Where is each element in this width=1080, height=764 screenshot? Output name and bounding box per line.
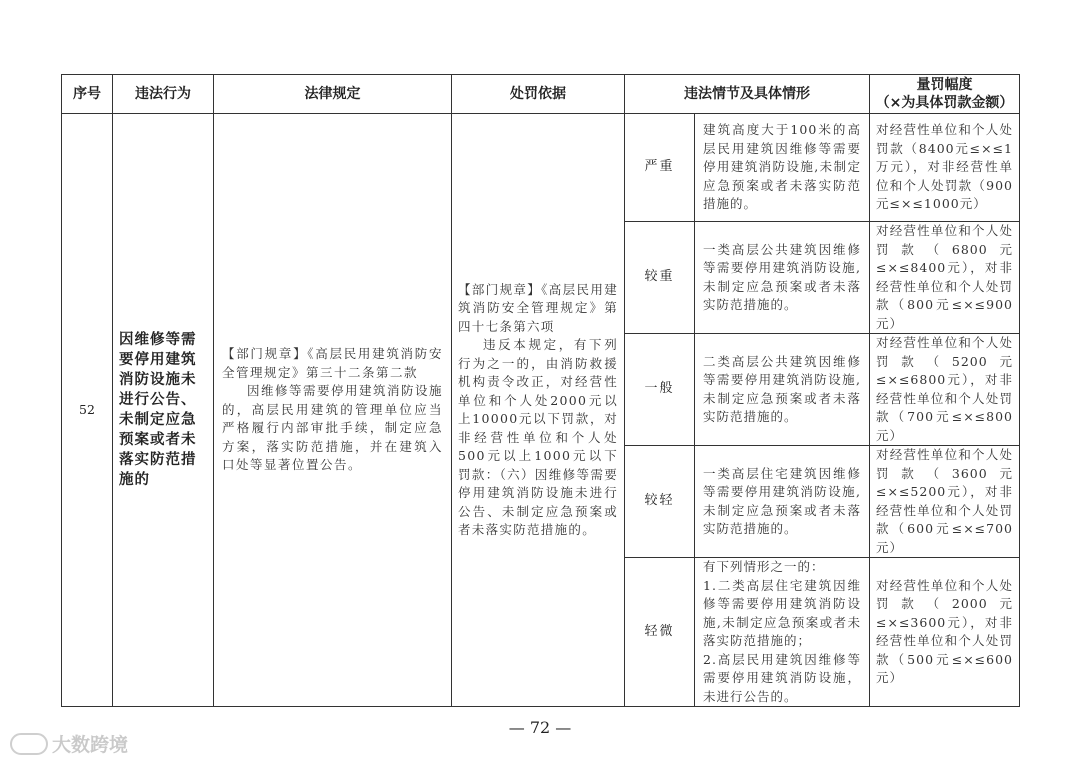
header-act: 违法行为 (113, 75, 214, 114)
level-description: 一类高层住宅建筑因维修等需要停用建筑消防设施,未制定应急预案或者未落实防范措施的。 (695, 446, 870, 558)
level-label: 一般 (625, 334, 695, 446)
basis-title: 【部门规章】《高层民用建筑消防安全管理规定》第四十七条第六项 (458, 281, 618, 334)
header-situation: 违法情节及具体情形 (625, 75, 870, 114)
penalty-range: 对经营性单位和个人处罚款（5200元≤×≤6800元），对非经营性单位和个人处罚款（700元≤×≤800元） (870, 334, 1020, 446)
penalty-range: 对经营性单位和个人处罚款（6800元≤×≤8400元），对非经营性单位和个人处罚款（800元≤×≤900元） (870, 222, 1020, 334)
page-number: — 72 — (508, 718, 572, 737)
watermark (10, 730, 128, 757)
header-penalty-line2: （×为具体罚款金额） (875, 95, 1014, 111)
law-title: 【部门规章】《高层民用建筑消防安全管理规定》第三十二条第二款 (222, 346, 443, 380)
penalty-range: 对经营性单位和个人处罚款（8400元≤×≤1万元），对非经营性单位和个人处罚款（900元≤×≤1000元） (870, 114, 1020, 222)
penalty-range: 对经营性单位和个人处罚款（2000元≤×≤3600元），对非经营性单位和个人处罚款（500元≤×≤600元） (870, 558, 1020, 707)
level-description: 二类高层公共建筑因维修等需要停用建筑消防设施,未制定应急预案或者未落实防范措施的。 (695, 334, 870, 446)
level-description: 建筑高度大于100米的高层民用建筑因维修等需要停用建筑消防设施,未制定应急预案或者未落实防范措施的。 (695, 114, 870, 222)
penalty-table (61, 74, 1020, 707)
violation-act: 因维修等需要停用建筑消防设施未进行公告、未制定应急预案或者未落实防范措施的 (113, 114, 214, 707)
penalty-range: 对经营性单位和个人处罚款（3600元≤×≤5200元），对非经营性单位和个人处罚款（600元≤×≤700元） (870, 446, 1020, 558)
header-no: 序号 (62, 75, 113, 114)
desc-intro: 有下列情形之一的： (703, 559, 825, 574)
header-penalty-line1: 量罚幅度 (916, 77, 973, 93)
law-body: 因维修等需要停用建筑消防设施的，高层民用建筑的管理单位应当严格履行内部审批手续，制定应急方案，落实防范措施，并在建筑入口处等显著位置公告。 (222, 383, 444, 473)
table-header-row (62, 75, 1020, 114)
level-description (695, 558, 870, 707)
desc-item-1: 1.二类高层住宅建筑因维修等需要停用建筑消防设施,未制定应急预案或者未落实防范措施的； (703, 577, 861, 648)
law-provision (214, 114, 452, 707)
basis-body: 违反本规定，有下列行为之一的，由消防救援机构责令改正，对经营性单位和个人处2000元以上10000元以下罚款，对非经营性单位和个人处500元以上1000元以下罚款：（六）因维修等需要停用建筑消防设施未进行公告、未制定应急预案或者未落实防范措施的。 (458, 337, 618, 537)
row-number: 52 (62, 114, 113, 707)
header-law: 法律规定 (214, 75, 452, 114)
table-row (62, 114, 1020, 222)
level-label: 较重 (625, 222, 695, 334)
level-label: 严重 (625, 114, 695, 222)
desc-item-2: 2.高层民用建筑因维修等需要停用建筑消防设施，未进行公告的。 (703, 651, 861, 704)
penalty-basis (452, 114, 625, 707)
level-label: 轻微 (625, 558, 695, 707)
level-label: 较轻 (625, 446, 695, 558)
level-description: 一类高层公共建筑因维修等需要停用建筑消防设施,未制定应急预案或者未落实防范措施的。 (695, 222, 870, 334)
header-penalty (870, 75, 1020, 114)
watermark-logo-icon (10, 733, 48, 755)
header-basis: 处罚依据 (452, 75, 625, 114)
watermark-text: 大数跨境 (52, 734, 129, 756)
